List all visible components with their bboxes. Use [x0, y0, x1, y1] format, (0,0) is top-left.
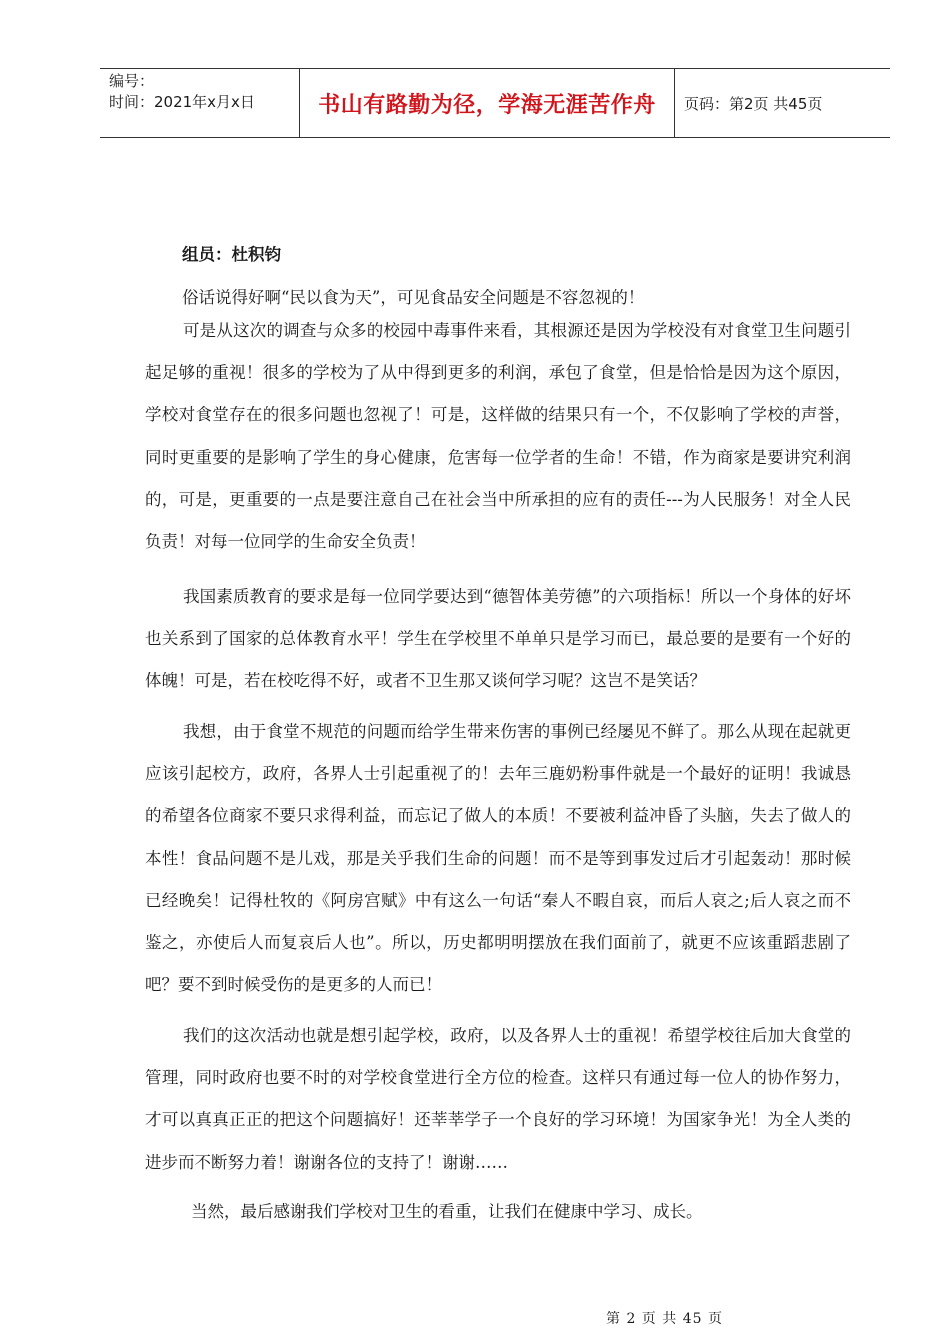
paragraph-4: 我们的这次活动也就是想引起学校，政府，以及各界人士的重视！希望学校往后加大食堂的管理，同时政府也要不时的对学校食堂进行全方位的检查。这样只有通过每一位人的协作努力，才可以真真正正的把这个问题搞好！还莘莘学子一个良好的学习环境！为国家争光！为全人类的进步而不断努力着！谢谢各位的支持了！谢谢…… — [145, 1026, 851, 1172]
intro-line: 俗话说得好啊“民以食为天”，可见食品安全问题是不容忽视的！ — [182, 288, 645, 307]
header-left-cell — [100, 69, 300, 137]
time-label: 时间：2021年x月x日 — [109, 93, 255, 111]
header-motto: 书山有路勤为径，学海无涯苦作舟 — [300, 69, 675, 137]
paragraph-2: 我国素质教育的要求是每一位同学要达到“德智体美劳德”的六项指标！所以一个身体的好坏也关系到了国家的总体教育水平！学生在学校里不单单只是学习而已，最总要的是要有一个好的体魄！可是，若在校吃得不好，或者不卫生那又谈何学习呢？这岂不是笑话？ — [145, 587, 851, 691]
document-header — [100, 68, 890, 138]
paragraph-3: 我想，由于食堂不规范的问题而给学生带来伤害的事例已经屡见不鲜了。那么从现在起就更应该引起校方，政府，各界人士引起重视了的！去年三鹿奶粉事件就是一个最好的证明！我诚恳的希望各位商家不要只求得利益，而忘记了做人的本质！不要被利益冲昏了头脑，失去了做人的本性！食品问题不是儿戏，那是关乎我们生命的问题！而不是等到事发过后才引起轰动！那时候已经晚矣！记得杜牧的《阿房宫赋》中有这么一句话“秦人不暇自哀，而后人哀之;后人哀之而不鉴之，亦使后人而复哀后人也”。所以，历史都明明摆放在我们面前了，就更不应该重蹈悲剧了吧？要不到时候受伤的是更多的人而已！ — [145, 722, 851, 995]
page-footer: 第 2 页 共 45 页 — [606, 1311, 723, 1327]
closing-line: 当然，最后感谢我们学校对卫生的看重，让我们在健康中学习、成长。 — [191, 1202, 703, 1221]
paragraph-1: 可是从这次的调查与众多的校园中毒事件来看，其根源还是因为学校没有对食堂卫生问题引起足够的重视！很多的学校为了从中得到更多的利润，承包了食堂，但是恰恰是因为这个原因，学校对食堂存在的很多问题也忽视了！可是，这样做的结果只有一个，不仅影响了学校的声誉，同时更重要的是影响了学生的身心健康，危害每一位学者的生命！不错，作为商家是要讲究利润的，可是，更重要的一点是要注意自己在社会当中所承担的应有的责任---为人民服务！对全人民负责！对每一位同学的生命安全负责！ — [145, 321, 851, 552]
member-name: 组员：杜积钧 — [182, 245, 281, 264]
header-page-info: 页码：第2页 共45页 — [684, 94, 823, 113]
number-label: 编号： — [109, 72, 155, 90]
